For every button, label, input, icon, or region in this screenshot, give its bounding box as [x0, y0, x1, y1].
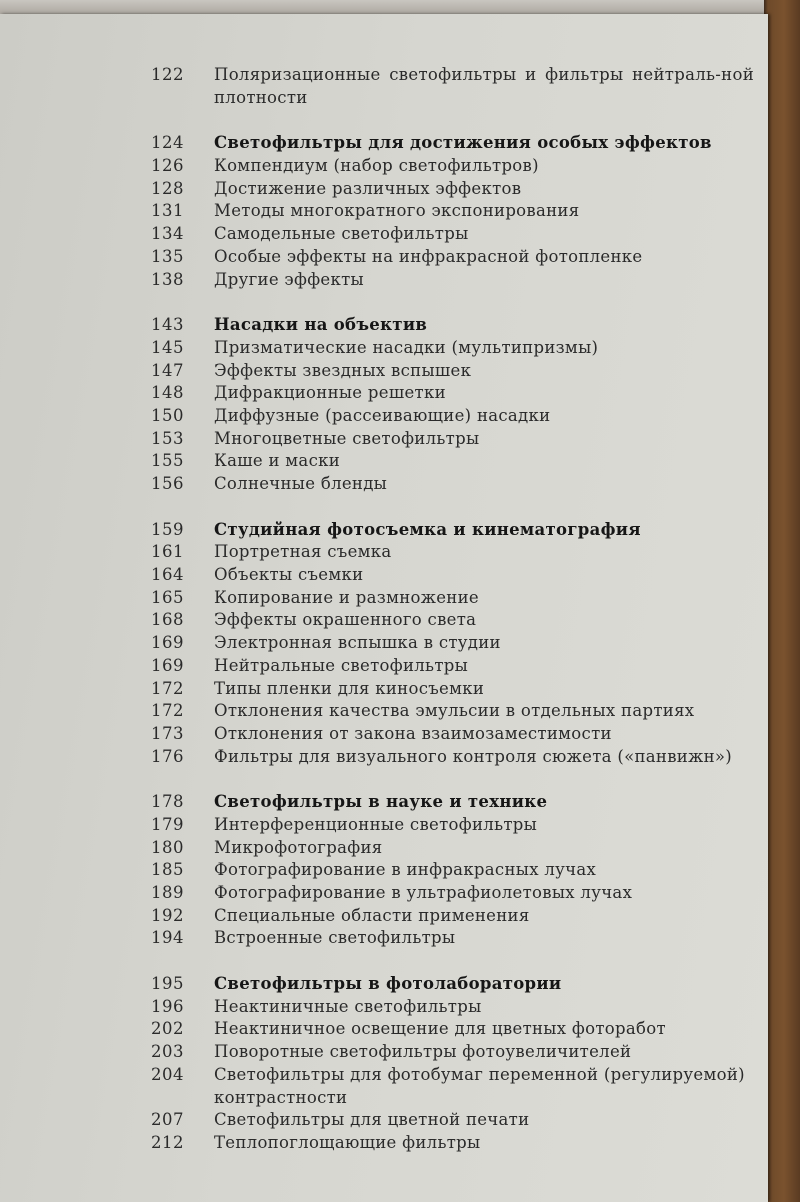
toc-entry [0, 382, 760, 405]
toc-entry [0, 609, 760, 632]
toc-page-number: 180 [151, 837, 184, 857]
toc-entry-title: Отклонения от закона взаимозаместимости [214, 723, 612, 743]
toc-page-number: 153 [151, 428, 184, 448]
toc-section [0, 314, 760, 496]
toc-entry-title: Микрофотография [214, 837, 383, 857]
toc-page-number: 178 [151, 792, 184, 812]
toc-entry [0, 360, 760, 383]
toc-page-number: 128 [151, 178, 184, 198]
toc-section [0, 132, 760, 291]
toc-entry [0, 1018, 760, 1041]
toc-entry [0, 1109, 760, 1132]
toc-entry [0, 428, 760, 451]
toc-entry-title: Поляризационные светофильтры и фильтры нейтраль-ной плотности [214, 65, 754, 107]
toc-page-number: 179 [151, 814, 184, 834]
toc-entry-title: Портретная съемка [214, 542, 392, 562]
toc-section-heading [0, 973, 760, 996]
toc-page-number: 195 [151, 974, 184, 994]
toc-entry-title: Каше и маски [214, 451, 341, 471]
toc-section [0, 791, 760, 950]
toc-entry-title: Фотографирование в ультрафиолетовых лучах [214, 883, 633, 903]
toc-entry [0, 814, 760, 837]
toc-entry [0, 632, 760, 655]
toc-page-number: 164 [151, 565, 184, 585]
toc-page-number: 122 [151, 65, 184, 84]
toc-entry [0, 723, 760, 746]
toc-entry-title: Дифракционные решетки [214, 383, 446, 403]
toc-page-number: 155 [151, 451, 184, 471]
toc-page-number: 185 [151, 860, 184, 880]
toc-entry-title: Методы многократного экспонирования [214, 201, 580, 221]
toc-entry [0, 564, 760, 587]
toc-entry-title: Электронная вспышка в студии [214, 633, 501, 653]
toc-page-number: 172 [151, 678, 184, 698]
toc-page-number: 169 [151, 655, 184, 675]
toc-entry [0, 927, 760, 950]
toc-page-number: 203 [151, 1042, 184, 1062]
toc-page-number: 126 [151, 156, 184, 176]
toc-entry [0, 882, 760, 905]
toc-entry [0, 64, 760, 109]
table-of-contents [0, 64, 760, 1178]
toc-entry [0, 223, 760, 246]
toc-page-number: 202 [151, 1019, 184, 1039]
toc-entry-title: Диффузные (рассеивающие) насадки [214, 405, 551, 425]
toc-page-number: 147 [151, 360, 184, 380]
toc-page-number: 189 [151, 883, 184, 903]
toc-entry [0, 1064, 760, 1109]
toc-entry-title: Специальные области применения [214, 905, 530, 925]
toc-entry [0, 473, 760, 496]
toc-entry-title: Интерференционные светофильтры [214, 814, 538, 834]
toc-entry-title: Неактиничное освещение для цветных фоторабот [214, 1019, 666, 1039]
toc-entry-title: Компендиум (набор светофильтров) [214, 156, 539, 176]
toc-entry [0, 1041, 760, 1064]
toc-entry [0, 269, 760, 292]
toc-entry [0, 450, 760, 473]
toc-page-number: 169 [151, 633, 184, 653]
toc-entry-title: Объекты съемки [214, 565, 364, 585]
toc-heading-title: Светофильтры для достижения особых эффектов [214, 133, 712, 153]
toc-entry [0, 155, 760, 178]
toc-entry-title: Отклонения качества эмульсии в отдельных партиях [214, 701, 695, 721]
toc-entry [0, 541, 760, 564]
toc-entry-title: Фотографирование в инфракрасных лучах [214, 860, 597, 880]
toc-section [0, 64, 760, 109]
toc-entry-title: Эффекты окрашенного света [214, 610, 477, 630]
toc-page-number: 196 [151, 996, 184, 1016]
toc-page-number: 168 [151, 610, 184, 630]
toc-page-number: 135 [151, 246, 184, 266]
toc-entry-title: Поворотные светофильтры фотоувеличителей [214, 1042, 632, 1062]
toc-entry-title: Типы пленки для киносъемки [214, 678, 485, 698]
toc-page-number: 176 [151, 746, 184, 766]
toc-section-heading [0, 519, 760, 542]
toc-heading-title: Студийная фотосъемка и кинематография [214, 519, 641, 539]
toc-entry-title: Другие эффекты [214, 269, 364, 289]
toc-page-number: 194 [151, 928, 184, 948]
toc-entry [0, 200, 760, 223]
toc-entry [0, 837, 760, 860]
toc-entry-title: Теплопоглощающие фильтры [214, 1132, 481, 1152]
toc-page-number: 156 [151, 474, 184, 494]
toc-entry-title: Фильтры для визуального контроля сюжета («панвижн») [214, 746, 732, 766]
toc-entry-title: Нейтральные светофильтры [214, 655, 469, 675]
toc-section-heading [0, 791, 760, 814]
toc-entry [0, 859, 760, 882]
toc-page-number: 138 [151, 269, 184, 289]
toc-entry [0, 337, 760, 360]
toc-entry-title: Солнечные бленды [214, 474, 388, 494]
toc-entry [0, 700, 760, 723]
toc-entry [0, 587, 760, 610]
toc-page-number: 131 [151, 201, 184, 221]
toc-entry-title: Копирование и размножение [214, 587, 479, 607]
toc-page-number: 192 [151, 905, 184, 925]
toc-entry [0, 405, 760, 428]
toc-entry-title: Светофильтры для цветной печати [214, 1110, 530, 1130]
toc-entry [0, 996, 760, 1019]
toc-entry-title: Светофильтры для фотобумаг переменной (регулируемой) контрастности [214, 1064, 745, 1107]
toc-page-number: 143 [151, 315, 184, 335]
toc-entry [0, 905, 760, 928]
toc-entry [0, 1132, 760, 1155]
toc-page-number: 124 [151, 133, 184, 153]
toc-section [0, 973, 760, 1155]
toc-entry-title: Достижение различных эффектов [214, 178, 522, 198]
toc-heading-title: Светофильтры в фотолаборатории [214, 974, 562, 994]
toc-entry-title: Неактиничные светофильтры [214, 996, 482, 1016]
toc-page-number: 159 [151, 519, 184, 539]
toc-page-number: 173 [151, 723, 184, 743]
toc-entry-title: Многоцветные светофильтры [214, 428, 480, 448]
toc-page-number: 212 [151, 1132, 184, 1152]
toc-section-heading [0, 314, 760, 337]
toc-entry-title: Особые эффекты на инфракрасной фотопленке [214, 246, 643, 266]
toc-page-number: 165 [151, 587, 184, 607]
toc-page-number: 148 [151, 383, 184, 403]
toc-section [0, 519, 760, 769]
toc-page-number: 134 [151, 224, 184, 244]
toc-section-heading [0, 132, 760, 155]
book-cover-edge [764, 0, 800, 1202]
toc-heading-title: Светофильтры в науке и технике [214, 792, 548, 812]
toc-entry-title: Самодельные светофильтры [214, 224, 469, 244]
toc-page-number: 172 [151, 701, 184, 721]
toc-page-number: 145 [151, 337, 184, 357]
toc-entry-title: Эффекты звездных вспышек [214, 360, 472, 380]
toc-page-number: 207 [151, 1110, 184, 1130]
toc-entry-title: Призматические насадки (мультипризмы) [214, 337, 599, 357]
book-page [0, 14, 768, 1202]
toc-entry [0, 178, 760, 201]
toc-page-number: 150 [151, 405, 184, 425]
toc-entry [0, 678, 760, 701]
toc-entry [0, 246, 760, 269]
toc-page-number: 161 [151, 542, 184, 562]
toc-page-number: 204 [151, 1064, 184, 1084]
toc-entry [0, 655, 760, 678]
toc-entry-title: Встроенные светофильтры [214, 928, 456, 948]
toc-heading-title: Насадки на объектив [214, 315, 428, 335]
toc-entry [0, 746, 760, 769]
